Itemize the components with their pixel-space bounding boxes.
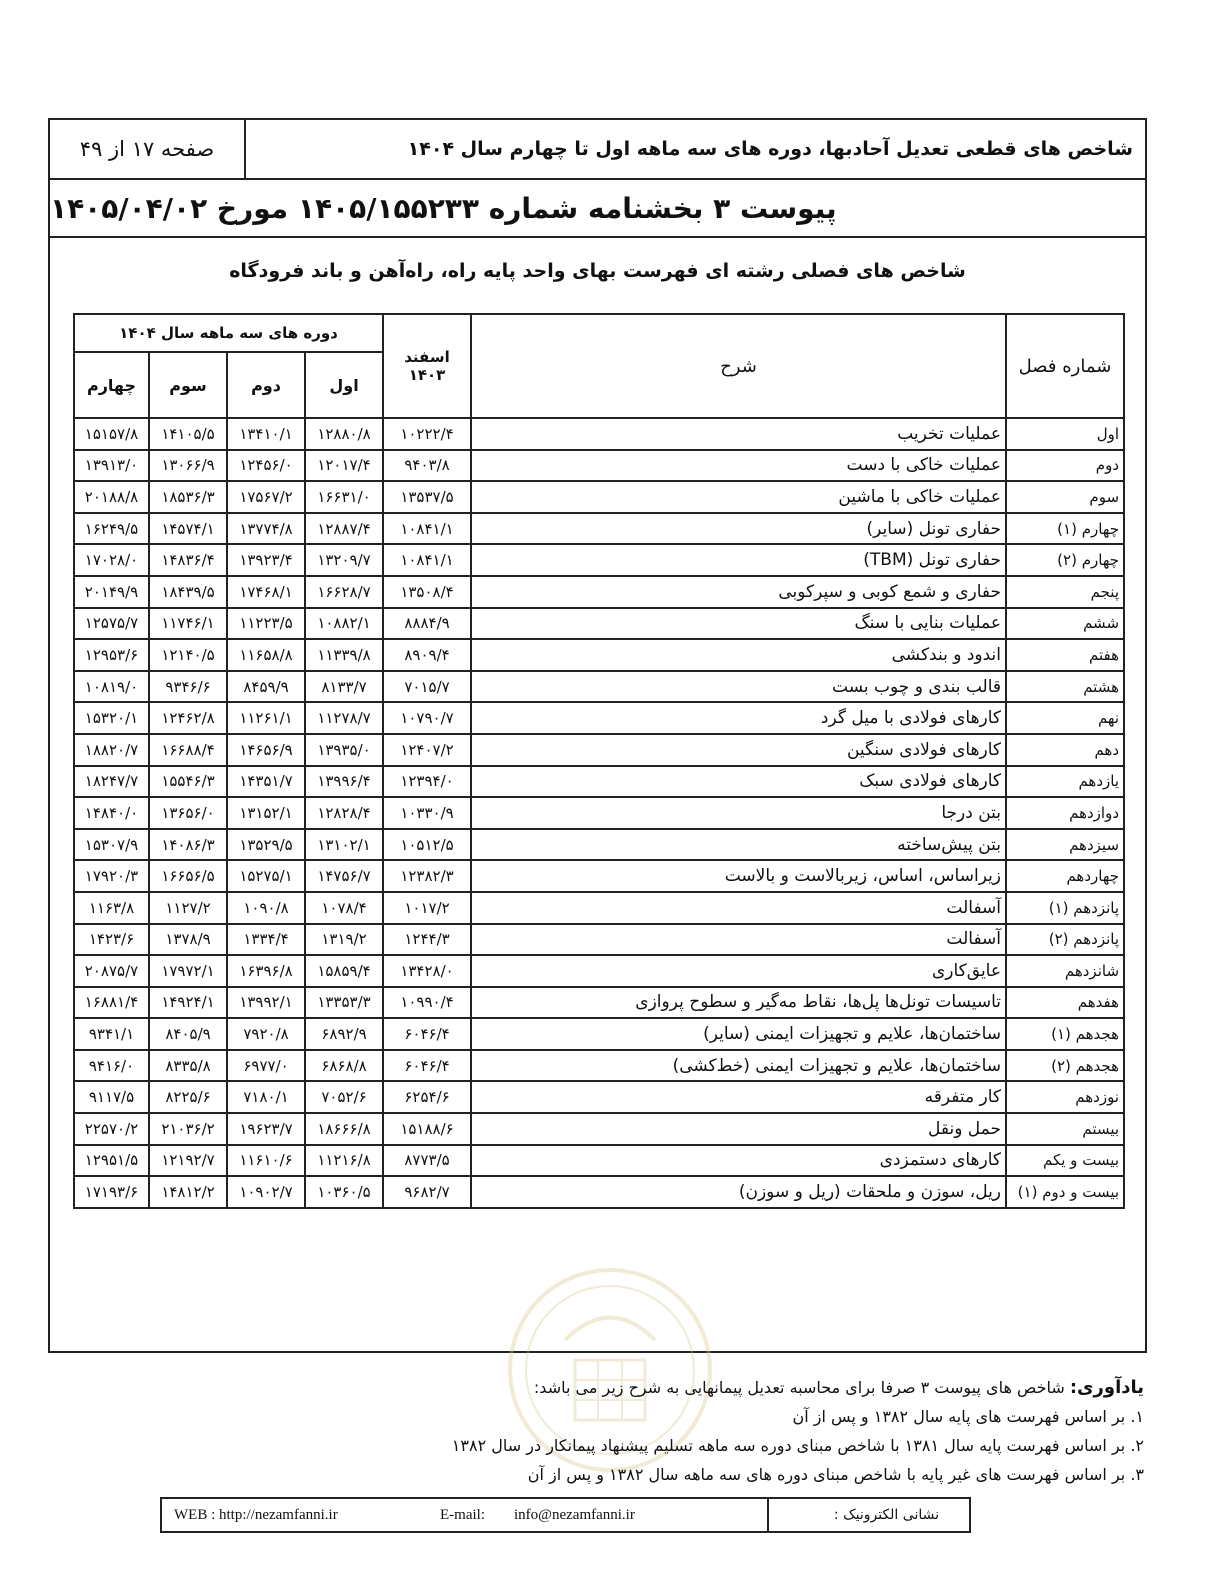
chapter-cell: بیست و یکم — [1006, 1145, 1124, 1177]
header-q4: چهارم — [74, 352, 149, 418]
q3-value-cell: ۲۱۰۳۶/۲ — [149, 1113, 227, 1145]
q2-value-cell: ۱۱۲۶۱/۱ — [227, 702, 305, 734]
table-row — [74, 418, 1124, 450]
description-cell: اندود و بندکشی — [471, 639, 1006, 671]
chapter-cell: بیستم — [1006, 1113, 1124, 1145]
q2-value-cell: ۱۴۳۵۱/۷ — [227, 766, 305, 798]
q2-value-cell: ۱۱۶۵۸/۸ — [227, 639, 305, 671]
q1-value-cell: ۷۰۵۲/۶ — [305, 1081, 383, 1113]
esfand-value-cell: ۱۰۷۹۰/۷ — [383, 702, 471, 734]
q2-value-cell: ۱۰۹۰۲/۷ — [227, 1176, 305, 1208]
description-cell: حفاری و شمع کوبی و سپرکوبی — [471, 576, 1006, 608]
q3-value-cell: ۱۲۱۴۰/۵ — [149, 639, 227, 671]
q2-value-cell: ۱۹۶۲۳/۷ — [227, 1113, 305, 1145]
q2-value-cell: ۷۹۲۰/۸ — [227, 1018, 305, 1050]
q1-value-cell: ۶۸۶۸/۸ — [305, 1050, 383, 1082]
chapter-cell: پانزدهم (۱) — [1006, 892, 1124, 924]
description-cell: عملیات خاکی با ماشین — [471, 481, 1006, 513]
table-row — [74, 829, 1124, 861]
document-title: شاخص های قطعی تعدیل آحادبها، دوره های سه ماهه اول تا چهارم سال ۱۴۰۴ — [407, 138, 1133, 160]
chapter-cell: پانزدهم (۲) — [1006, 924, 1124, 956]
q1-value-cell: ۱۶۶۳۱/۰ — [305, 481, 383, 513]
description-cell: بتن پیش‌ساخته — [471, 829, 1006, 861]
table-row — [74, 1018, 1124, 1050]
header-description: شرح — [471, 314, 1006, 418]
footer-divider — [767, 1499, 769, 1531]
circular-header — [50, 180, 1145, 238]
q2-value-cell: ۱۳۴۱۰/۱ — [227, 418, 305, 450]
q1-value-cell: ۱۱۲۷۸/۷ — [305, 702, 383, 734]
q3-value-cell: ۱۷۹۷۲/۱ — [149, 955, 227, 987]
esfand-value-cell: ۱۰۸۴۱/۱ — [383, 544, 471, 576]
chapter-cell: چهارم (۱) — [1006, 513, 1124, 545]
q3-value-cell: ۱۵۵۴۶/۳ — [149, 766, 227, 798]
description-cell: قالب بندی و چوب بست — [471, 671, 1006, 703]
chapter-cell: یازدهم — [1006, 766, 1124, 798]
chapter-cell: شانزدهم — [1006, 955, 1124, 987]
table-row — [74, 797, 1124, 829]
table-row — [74, 1081, 1124, 1113]
q4-value-cell: ۱۷۱۹۳/۶ — [74, 1176, 149, 1208]
table-row — [74, 450, 1124, 482]
q3-value-cell: ۱۴۸۱۲/۲ — [149, 1176, 227, 1208]
q2-value-cell: ۱۳۹۲۳/۴ — [227, 544, 305, 576]
chapter-cell: بیست و دوم (۱) — [1006, 1176, 1124, 1208]
header-row — [50, 120, 1145, 180]
table-row — [74, 892, 1124, 924]
table-row — [74, 734, 1124, 766]
chapter-cell: هشتم — [1006, 671, 1124, 703]
description-cell: تاسیسات تونل‌ها پل‌ها، نقاط مه‌گیر و سطوح پروازی — [471, 987, 1006, 1019]
q3-value-cell: ۱۲۱۹۲/۷ — [149, 1145, 227, 1177]
q4-value-cell: ۱۸۸۲۰/۷ — [74, 734, 149, 766]
q4-value-cell: ۱۲۹۵۳/۶ — [74, 639, 149, 671]
chapter-cell: نوزدهم — [1006, 1081, 1124, 1113]
q2-value-cell: ۱۵۲۷۵/۱ — [227, 860, 305, 892]
table-row — [74, 1113, 1124, 1145]
esfand-value-cell: ۷۰۱۵/۷ — [383, 671, 471, 703]
description-cell: عملیات خاکی با دست — [471, 450, 1006, 482]
email-link[interactable]: info@nezamfanni.ir — [514, 1507, 635, 1523]
q3-value-cell: ۱۴۸۳۶/۴ — [149, 544, 227, 576]
description-cell: آسفالت — [471, 924, 1006, 956]
table-row — [74, 1176, 1124, 1208]
table-row — [74, 702, 1124, 734]
q3-value-cell: ۱۱۲۷/۲ — [149, 892, 227, 924]
description-cell: بتن درجا — [471, 797, 1006, 829]
q2-value-cell: ۷۱۸۰/۱ — [227, 1081, 305, 1113]
q4-value-cell: ۱۳۹۱۳/۰ — [74, 450, 149, 482]
q1-value-cell: ۱۳۱۰۲/۱ — [305, 829, 383, 861]
page-number — [50, 120, 246, 178]
q3-value-cell: ۱۴۹۲۴/۱ — [149, 987, 227, 1019]
q4-value-cell: ۱۱۶۳/۸ — [74, 892, 149, 924]
chapter-cell: هفدهم — [1006, 987, 1124, 1019]
chapter-cell: سوم — [1006, 481, 1124, 513]
chapter-cell: چهاردهم — [1006, 860, 1124, 892]
esfand-value-cell: ۱۰۳۳۰/۹ — [383, 797, 471, 829]
q4-value-cell: ۱۵۳۰۷/۹ — [74, 829, 149, 861]
notes — [244, 1373, 1144, 1489]
q4-value-cell: ۱۵۳۲۰/۱ — [74, 702, 149, 734]
chapter-cell: پنجم — [1006, 576, 1124, 608]
q4-value-cell: ۱۲۵۷۵/۷ — [74, 608, 149, 640]
esfand-value-cell: ۱۰۲۲۲/۴ — [383, 418, 471, 450]
document-frame — [48, 118, 1147, 1353]
description-cell: عایق‌کاری — [471, 955, 1006, 987]
esfand-value-cell: ۱۰۸۴۱/۱ — [383, 513, 471, 545]
q1-value-cell: ۱۲۸۸۷/۴ — [305, 513, 383, 545]
esfand-value-cell: ۹۴۰۳/۸ — [383, 450, 471, 482]
header-q3: سوم — [149, 352, 227, 418]
esfand-value-cell: ۱۲۴۴/۳ — [383, 924, 471, 956]
q3-value-cell: ۱۶۶۵۶/۵ — [149, 860, 227, 892]
esfand-value-cell: ۹۶۸۲/۷ — [383, 1176, 471, 1208]
esfand-value-cell: ۱۰۹۹۰/۴ — [383, 987, 471, 1019]
q4-value-cell: ۲۰۸۷۵/۷ — [74, 955, 149, 987]
table-row — [74, 924, 1124, 956]
q1-value-cell: ۱۰۷۸/۴ — [305, 892, 383, 924]
description-cell: حمل ونقل — [471, 1113, 1006, 1145]
notes-label: یادآوری: — [1069, 1377, 1144, 1398]
q2-value-cell: ۱۲۴۵۶/۰ — [227, 450, 305, 482]
description-cell: عملیات بنایی با سنگ — [471, 608, 1006, 640]
q1-value-cell: ۱۳۱۹/۲ — [305, 924, 383, 956]
table-row — [74, 481, 1124, 513]
header-q1: اول — [305, 352, 383, 418]
esfand-value-cell: ۱۲۳۹۴/۰ — [383, 766, 471, 798]
q1-value-cell: ۱۱۲۱۶/۸ — [305, 1145, 383, 1177]
description-cell: کار متفرقه — [471, 1081, 1006, 1113]
q4-value-cell: ۱۷۰۲۸/۰ — [74, 544, 149, 576]
q2-value-cell: ۱۱۲۲۳/۵ — [227, 608, 305, 640]
q2-value-cell: ۱۳۷۷۴/۸ — [227, 513, 305, 545]
q4-value-cell: ۹۱۱۷/۵ — [74, 1081, 149, 1113]
q3-value-cell: ۱۶۶۸۸/۴ — [149, 734, 227, 766]
q1-value-cell: ۱۴۷۵۶/۷ — [305, 860, 383, 892]
chapter-cell: دوازدهم — [1006, 797, 1124, 829]
description-cell: ریل، سوزن و ملحقات (ریل و سوزن) — [471, 1176, 1006, 1208]
table-row — [74, 1145, 1124, 1177]
q1-value-cell: ۱۳۹۹۶/۴ — [305, 766, 383, 798]
header-quarters-group: دوره های سه ماهه سال ۱۴۰۴ — [74, 314, 383, 352]
email-label: E-mail: — [440, 1507, 485, 1523]
q2-value-cell: ۱۷۴۶۸/۱ — [227, 576, 305, 608]
esfand-value-cell: ۱۳۴۲۸/۰ — [383, 955, 471, 987]
page-number-text: صفحه ۱۷ از ۴۹ — [79, 137, 215, 161]
q2-value-cell: ۱۳۱۵۲/۱ — [227, 797, 305, 829]
q3-value-cell: ۸۲۲۵/۶ — [149, 1081, 227, 1113]
table-row — [74, 1050, 1124, 1082]
description-cell: آسفالت — [471, 892, 1006, 924]
q4-value-cell: ۱۴۲۳/۶ — [74, 924, 149, 956]
q1-value-cell: ۱۲۸۸۰/۸ — [305, 418, 383, 450]
chapter-cell: اول — [1006, 418, 1124, 450]
q3-value-cell: ۱۳۶۵۶/۰ — [149, 797, 227, 829]
q2-value-cell: ۱۱۶۱۰/۶ — [227, 1145, 305, 1177]
q3-value-cell: ۱۴۵۷۴/۱ — [149, 513, 227, 545]
q3-value-cell: ۱۱۷۴۶/۱ — [149, 608, 227, 640]
chapter-cell: چهارم (۲) — [1006, 544, 1124, 576]
esfand-value-cell: ۶۲۵۴/۶ — [383, 1081, 471, 1113]
q1-value-cell: ۶۸۹۲/۹ — [305, 1018, 383, 1050]
description-cell: زیراساس، اساس، زیربالاست و بالاست — [471, 860, 1006, 892]
q3-value-cell: ۸۴۰۵/۹ — [149, 1018, 227, 1050]
q3-value-cell: ۱۸۵۳۶/۳ — [149, 481, 227, 513]
esfand-value-cell: ۸۸۸۴/۹ — [383, 608, 471, 640]
chapter-cell: نهم — [1006, 702, 1124, 734]
q4-value-cell: ۱۴۸۴۰/۰ — [74, 797, 149, 829]
description-cell: کارهای فولادی سبک — [471, 766, 1006, 798]
header-esfand: اسفند ۱۴۰۳ — [383, 314, 471, 418]
q2-value-cell: ۱۶۳۹۶/۸ — [227, 955, 305, 987]
description-cell: ساختمان‌ها، علایم و تجهیزات ایمنی (خط‌کشی) — [471, 1050, 1006, 1082]
esfand-value-cell: ۸۹۰۹/۴ — [383, 639, 471, 671]
q1-value-cell: ۱۳۹۳۵/۰ — [305, 734, 383, 766]
note-item: ۱. بر اساس فهرست های پایه سال ۱۳۸۲ و پس از آن — [792, 1407, 1144, 1426]
index-table — [73, 313, 1125, 1209]
esfand-value-cell: ۱۳۵۳۷/۵ — [383, 481, 471, 513]
header-chapter: شماره فصل — [1006, 314, 1124, 418]
q1-value-cell: ۱۲۸۲۸/۴ — [305, 797, 383, 829]
chapter-cell: دهم — [1006, 734, 1124, 766]
description-cell: کارهای فولادی با میل گرد — [471, 702, 1006, 734]
q2-value-cell: ۸۴۵۹/۹ — [227, 671, 305, 703]
q1-value-cell: ۱۰۳۶۰/۵ — [305, 1176, 383, 1208]
table-row — [74, 860, 1124, 892]
esfand-value-cell: ۸۷۷۳/۵ — [383, 1145, 471, 1177]
esfand-value-cell: ۱۳۵۰۸/۴ — [383, 576, 471, 608]
chapter-cell: هجدهم (۱) — [1006, 1018, 1124, 1050]
esfand-value-cell: ۱۰۵۱۲/۵ — [383, 829, 471, 861]
description-cell: کارهای دستمزدی — [471, 1145, 1006, 1177]
chapter-cell: هجدهم (۲) — [1006, 1050, 1124, 1082]
q4-value-cell: ۲۲۵۷۰/۲ — [74, 1113, 149, 1145]
q1-value-cell: ۱۱۳۳۹/۸ — [305, 639, 383, 671]
q2-value-cell: ۱۰۹۰/۸ — [227, 892, 305, 924]
table-row — [74, 639, 1124, 671]
q3-value-cell: ۸۳۳۵/۸ — [149, 1050, 227, 1082]
address-label: نشانی الکترونیک : — [833, 1507, 939, 1523]
q4-value-cell: ۱۷۹۲۰/۳ — [74, 860, 149, 892]
q4-value-cell: ۲۰۱۴۹/۹ — [74, 576, 149, 608]
chapter-cell: ششم — [1006, 608, 1124, 640]
q3-value-cell: ۱۲۴۶۲/۸ — [149, 702, 227, 734]
q2-value-cell: ۱۷۵۶۷/۲ — [227, 481, 305, 513]
q2-value-cell: ۶۹۷۷/۰ — [227, 1050, 305, 1082]
chapter-cell: دوم — [1006, 450, 1124, 482]
description-cell: عملیات تخریب — [471, 418, 1006, 450]
table-row — [74, 671, 1124, 703]
table-row — [74, 576, 1124, 608]
q4-value-cell: ۱۶۲۴۹/۵ — [74, 513, 149, 545]
table-row — [74, 766, 1124, 798]
table-row — [74, 955, 1124, 987]
q4-value-cell: ۱۵۱۵۷/۸ — [74, 418, 149, 450]
esfand-value-cell: ۶۰۴۶/۴ — [383, 1050, 471, 1082]
description-cell: کارهای فولادی سنگین — [471, 734, 1006, 766]
q1-value-cell: ۱۲۰۱۷/۴ — [305, 450, 383, 482]
q3-value-cell: ۱۸۴۳۹/۵ — [149, 576, 227, 608]
q1-value-cell: ۸۱۳۳/۷ — [305, 671, 383, 703]
note-item: ۳. بر اساس فهرست های غیر پایه با شاخص مبنای دوره های سه ماهه سال ۱۳۸۲ و پس از آن — [527, 1465, 1144, 1484]
note-item: ۲. بر اساس فهرست پایه سال ۱۳۸۱ با شاخص مبنای دوره سه ماهه تسلیم پیشنهاد پیمانکار در سال ۱۳۸۲ — [451, 1436, 1144, 1455]
table-row — [74, 513, 1124, 545]
esfand-value-cell: ۱۵۱۸۸/۶ — [383, 1113, 471, 1145]
description-cell: حفاری تونل (TBM) — [471, 544, 1006, 576]
q1-value-cell: ۱۸۶۶۶/۸ — [305, 1113, 383, 1145]
q1-value-cell: ۱۳۲۰۹/۷ — [305, 544, 383, 576]
esfand-value-cell: ۶۰۴۶/۴ — [383, 1018, 471, 1050]
q4-value-cell: ۹۳۴۱/۱ — [74, 1018, 149, 1050]
q3-value-cell: ۱۴۰۸۶/۳ — [149, 829, 227, 861]
q4-value-cell: ۱۸۲۴۷/۷ — [74, 766, 149, 798]
q3-value-cell: ۱۳۰۶۶/۹ — [149, 450, 227, 482]
q1-value-cell: ۱۶۶۲۸/۷ — [305, 576, 383, 608]
footer — [160, 1497, 971, 1533]
q3-value-cell: ۱۳۷۸/۹ — [149, 924, 227, 956]
notes-intro-line — [244, 1373, 1144, 1402]
notes-intro: شاخص های پیوست ۳ صرفا برای محاسبه تعدیل پیمانهایی به شرح زیر می باشد: — [533, 1378, 1065, 1397]
q4-value-cell: ۱۰۸۱۹/۰ — [74, 671, 149, 703]
q2-value-cell: ۱۳۹۹۲/۱ — [227, 987, 305, 1019]
q1-value-cell: ۱۵۸۵۹/۴ — [305, 955, 383, 987]
web-link[interactable]: WEB : http://nezamfanni.ir — [174, 1507, 338, 1523]
description-cell: حفاری تونل (سایر) — [471, 513, 1006, 545]
circular-subtitle: پیوست ۳ بخشنامه شماره ۱۴۰۵/۱۵۵۲۳۳ مورخ ۱۴۰۵/۰۴/۰۲ — [50, 191, 837, 225]
q2-value-cell: ۱۳۵۲۹/۵ — [227, 829, 305, 861]
q3-value-cell: ۱۴۱۰۵/۵ — [149, 418, 227, 450]
header-q2: دوم — [227, 352, 305, 418]
esfand-value-cell: ۱۲۳۸۲/۳ — [383, 860, 471, 892]
esfand-value-cell: ۱۲۴۰۷/۲ — [383, 734, 471, 766]
q3-value-cell: ۹۳۴۶/۶ — [149, 671, 227, 703]
q4-value-cell: ۱۲۹۵۱/۵ — [74, 1145, 149, 1177]
section-title: شاخص های فصلی رشته ای فهرست بهای واحد پایه راه، راه‌آهن و باند فرودگاه — [229, 260, 966, 282]
q2-value-cell: ۱۳۳۴/۴ — [227, 924, 305, 956]
q4-value-cell: ۲۰۱۸۸/۸ — [74, 481, 149, 513]
chapter-cell: هفتم — [1006, 639, 1124, 671]
description-cell: ساختمان‌ها، علایم و تجهیزات ایمنی (سایر) — [471, 1018, 1006, 1050]
q2-value-cell: ۱۴۶۵۶/۹ — [227, 734, 305, 766]
q4-value-cell: ۱۶۸۸۱/۴ — [74, 987, 149, 1019]
q1-value-cell: ۱۰۸۸۲/۱ — [305, 608, 383, 640]
q4-value-cell: ۹۴۱۶/۰ — [74, 1050, 149, 1082]
chapter-cell: سیزدهم — [1006, 829, 1124, 861]
table-row — [74, 544, 1124, 576]
q1-value-cell: ۱۳۳۵۳/۳ — [305, 987, 383, 1019]
esfand-value-cell: ۱۰۱۷/۲ — [383, 892, 471, 924]
table-row — [74, 987, 1124, 1019]
table-row — [74, 608, 1124, 640]
